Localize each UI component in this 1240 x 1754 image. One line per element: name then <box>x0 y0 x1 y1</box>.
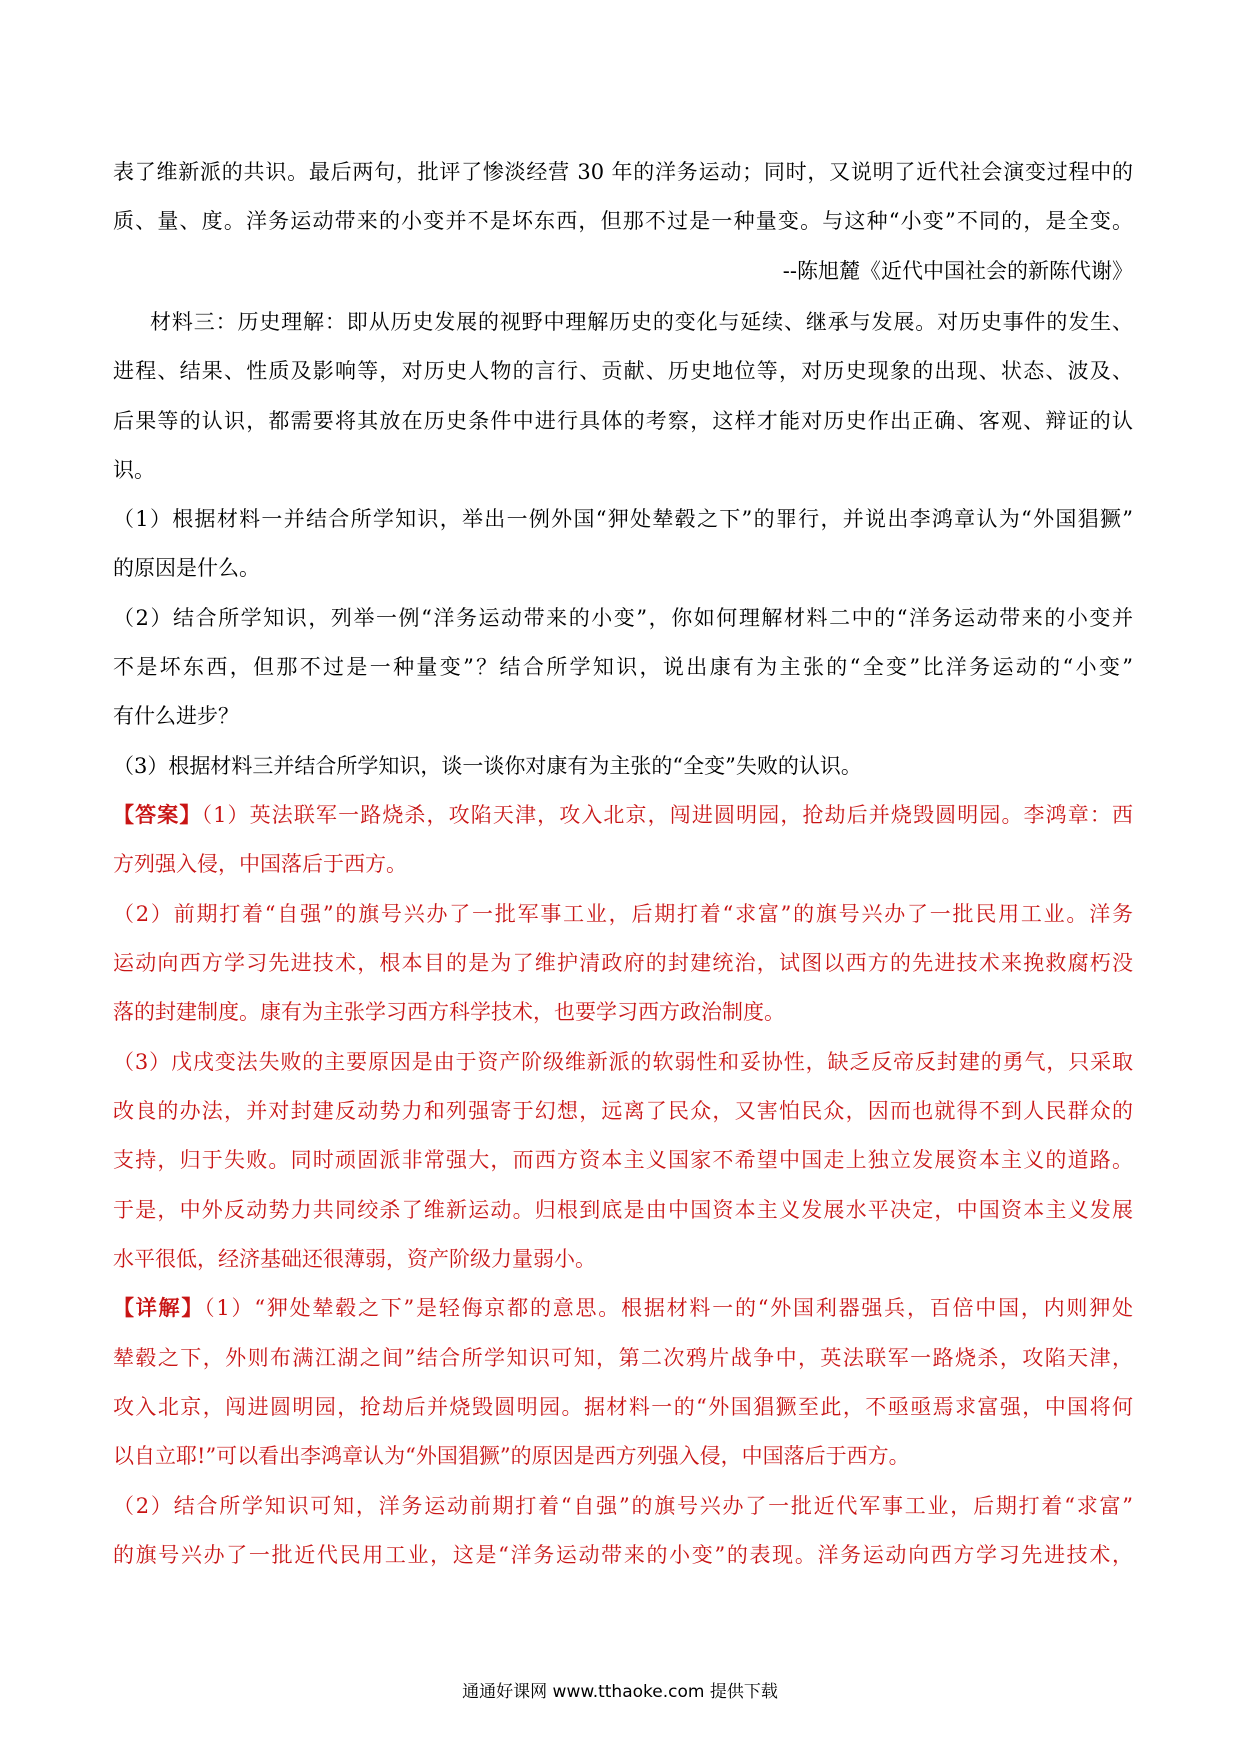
answer-3-line-2: 改良的办法，并对封建反动势力和列强寄于幻想，远离了民众，又害怕民众，因而也就得不到人民群众的 <box>113 1099 1133 1123</box>
material3-line-2: 进程、结果、性质及影响等，对历史人物的言行、贡献、历史地位等，对历史现象的出现、状态、波及、 <box>113 359 1133 383</box>
answer-3-line-3: 支持，归于失败。同时顽固派非常强大，而西方资本主义国家不希望中国走上独立发展资本主义的道路。 <box>113 1148 1133 1172</box>
answer-1-text: （1）英法联军一路烧杀，攻陷天津，攻入北京，闯进圆明园，抢劫后并烧毁圆明园。李鸿章：西 <box>201 803 1134 827</box>
answer-1-line-2: 方列强入侵，中国落后于西方。 <box>113 852 407 876</box>
answer-3-line-4: 于是，中外反动势力共同绞杀了维新运动。归根到底是由中国资本主义发展水平决定，中国资本主义发展 <box>113 1198 1133 1222</box>
answer-1-line-1 <box>113 800 1133 830</box>
footer-credit: 通通好课网 www.tthaoke.com 提供下载 <box>462 1682 778 1702</box>
answer-3-line-1: （3）戊戌变法失败的主要原因是由于资产阶级维新派的软弱性和妥协性，缺乏反帝反封建的勇气，只采取 <box>113 1050 1133 1074</box>
answer-label: 【答案】 <box>113 802 202 827</box>
question-2-line-3: 有什么进步？ <box>113 704 239 728</box>
answer-2-line-3: 落的封建制度。康有为主张学习西方科学技术，也要学习西方政治制度。 <box>113 1000 785 1024</box>
explanation-label: 【详解】 <box>113 1295 205 1320</box>
material3-line-1: 材料三：历史理解：即从历史发展的视野中理解历史的变化与延续、继承与发展。对历史事件的发生、 <box>150 310 1133 334</box>
answer-2-line-2: 运动向西方学习先进技术，根本目的是为了维护清政府的封建统治，试图以西方的先进技术来挽救腐朽没 <box>113 951 1133 975</box>
question-3-line-1: （3）根据材料三并结合所学知识，谈一谈你对康有为主张的“全变”失败的认识。 <box>113 754 862 778</box>
explanation-1-text: （1）“狎处辇毂之下”是轻侮京都的意思。根据材料一的“外国利器强兵，百倍中国，内则狎处 <box>204 1296 1133 1320</box>
question-2-line-1: （2）结合所学知识，列举一例“洋务运动带来的小变”，你如何理解材料二中的“洋务运动带来的小变并 <box>113 606 1133 630</box>
explanation-1-line-4: 以自立耶!”可以看出李鸿章认为“外国猖獗”的原因是西方列强入侵，中国落后于西方。 <box>113 1444 910 1468</box>
question-1-line-2: 的原因是什么。 <box>113 556 260 580</box>
answer-2-line-1: （2）前期打着“自强”的旗号兴办了一批军事工业，后期打着“求富”的旗号兴办了一批民用工业。洋务 <box>113 902 1133 926</box>
material2-source: --陈旭麓《近代中国社会的新陈代谢》 <box>782 259 1133 283</box>
material3-line-4: 识。 <box>113 458 155 482</box>
explanation-2-line-2: 的旗号兴办了一批近代民用工业，这是“洋务运动带来的小变”的表现。洋务运动向西方学习先进技术， <box>113 1543 1133 1567</box>
explanation-1-line-3: 攻入北京，闯进圆明园，抢劫后并烧毁圆明园。据材料一的“外国猖獗至此，不亟亟焉求富强，中国将何 <box>113 1395 1133 1419</box>
explanation-2-line-1: （2）结合所学知识可知，洋务运动前期打着“自强”的旗号兴办了一批近代军事工业，后期打着“求富” <box>113 1494 1133 1518</box>
answer-3-line-5: 水平很低，经济基础还很薄弱，资产阶级力量弱小。 <box>113 1247 596 1271</box>
explanation-1-line-1 <box>113 1293 1133 1323</box>
question-1-line-1: （1）根据材料一并结合所学知识，举出一例外国“狎处辇毂之下”的罪行，并说出李鸿章认为“外国猖獗” <box>113 507 1133 531</box>
material2-line-2: 质、量、度。洋务运动带来的小变并不是坏东西，但那不过是一种量变。与这种“小变”不同的，是全变。 <box>113 209 1133 233</box>
material2-line-1: 表了维新派的共识。最后两句，批评了惨淡经营 30 年的洋务运动；同时，又说明了近代社会演变过程中的 <box>113 160 1133 184</box>
explanation-1-line-2: 辇毂之下，外则布满江湖之间”结合所学知识可知，第二次鸦片战争中，英法联军一路烧杀，攻陷天津， <box>113 1346 1133 1370</box>
material3-line-3: 后果等的认识，都需要将其放在历史条件中进行具体的考察，这样才能对历史作出正确、客观、辩证的认 <box>113 409 1133 433</box>
question-2-line-2: 不是坏东西，但那不过是一种量变”？结合所学知识，说出康有为主张的“全变”比洋务运动的“小变” <box>113 655 1133 679</box>
